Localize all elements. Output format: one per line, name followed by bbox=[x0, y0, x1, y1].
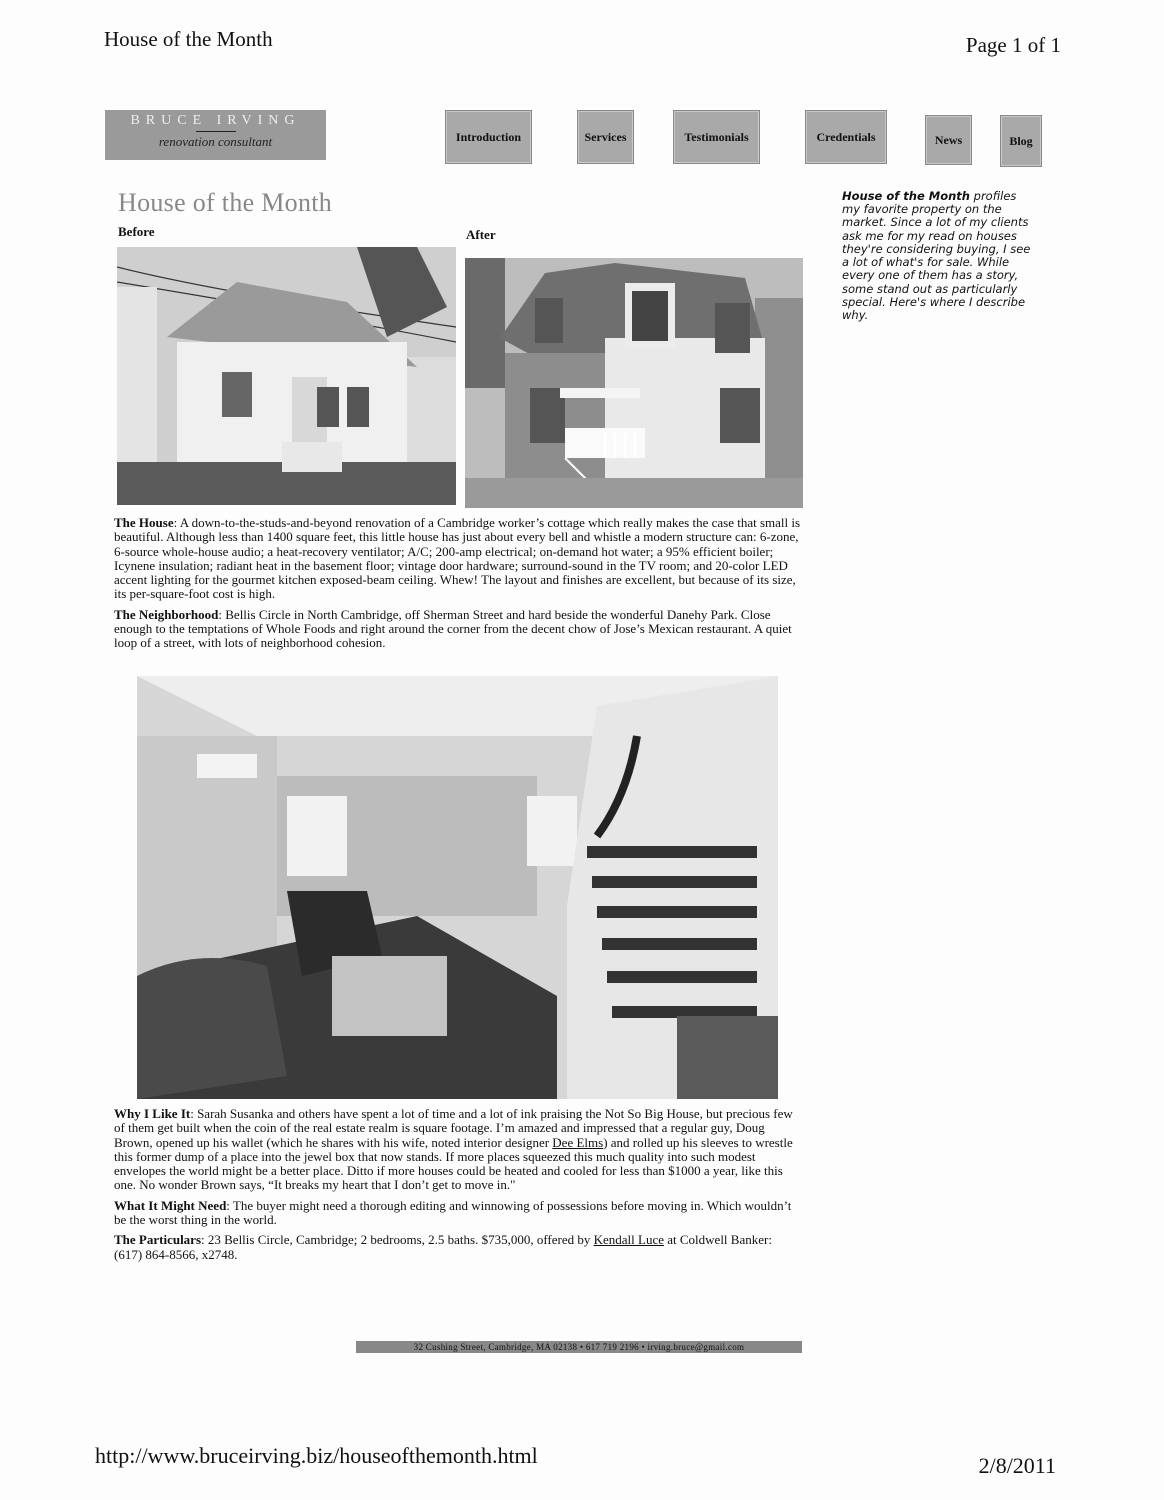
why-label: Why I Like It bbox=[114, 1106, 191, 1121]
need-label: What It Might Need bbox=[114, 1197, 227, 1213]
nav-news[interactable]: News bbox=[925, 115, 972, 165]
after-photo bbox=[465, 258, 803, 508]
sidebar-intro-text: profiles my favorite property on the market. Since a lot of my clients ask me for my read on houses they're considering buying, I see a lot of what's for sale. While every one of them has a story, some stand out as particularly special. Here's where I describe why. bbox=[842, 189, 1031, 322]
print-footer-date: 2/8/2011 bbox=[978, 1453, 1056, 1478]
neighborhood-label: The Neighborhood bbox=[114, 606, 219, 622]
house-text: : A down-to-the-studs-and-beyond renovation of a Cambridge worker’s cottage which really makes the case that small is beautiful. Although less than 1400 square feet, this little house has just about every bell and whistle a modern structure can: 6-zone, 6-source whole-house audio; a heat-recovery ventilator; A/C; 200-amp electrical; on-demand hot water; a 95% efficient boiler; Icynene insulation; radiant heat in the basement floor; vintage door hardware; surround-sound in the TV room; and 20-color LED accent lighting for the gourmet kitchen exposed-beam ceiling. Whew! The layout and finishes are excellent, but because of its size, its per-square-foot cost is high. bbox=[114, 515, 801, 602]
interior-photo bbox=[137, 676, 778, 1099]
sidebar-intro bbox=[842, 190, 1037, 322]
particulars-label: The Particulars bbox=[114, 1232, 202, 1248]
page-title: House of the Month bbox=[118, 188, 333, 217]
dee-elms-link[interactable]: Dee Elms bbox=[552, 1134, 604, 1150]
before-label: Before bbox=[118, 224, 155, 239]
nav-introduction[interactable]: Introduction bbox=[445, 110, 532, 164]
section-neighborhood bbox=[114, 608, 802, 651]
logo-divider bbox=[196, 131, 236, 132]
article-lower bbox=[114, 1107, 802, 1268]
print-header-title: House of the Month bbox=[104, 27, 273, 51]
house-label: The House bbox=[114, 515, 174, 530]
site-logo[interactable] bbox=[105, 110, 326, 160]
section-why bbox=[114, 1107, 802, 1193]
print-footer-url: http://www.bruceirving.biz/houseofthemonth.html bbox=[95, 1443, 538, 1468]
logo-name: BRUCE IRVING bbox=[130, 113, 301, 128]
nav-blog[interactable]: Blog bbox=[1000, 115, 1042, 167]
section-need bbox=[114, 1199, 802, 1228]
nav-testimonials[interactable]: Testimonials bbox=[673, 110, 760, 164]
logo-tagline: renovation consultant bbox=[158, 134, 273, 149]
nav-services[interactable]: Services bbox=[577, 110, 634, 164]
after-label: After bbox=[466, 227, 496, 242]
neighborhood-text: : Bellis Circle in North Cambridge, off Sherman Street and hard beside the wonderful Danehy Park. Close enough to the temptations of Whole Foods and right around the corner from the decent chow of Jose’s Mexican restaurant. A quiet loop of a street, with lots of neighborhood cohesion. bbox=[114, 606, 792, 651]
section-particulars bbox=[114, 1233, 802, 1262]
particulars-text-2: at Coldwell Banker: (617) 864-8566, x2748. bbox=[114, 1232, 772, 1262]
nav-credentials[interactable]: Credentials bbox=[805, 110, 887, 164]
before-photo bbox=[117, 247, 456, 505]
particulars-text-1: : 23 Bellis Circle, Cambridge; 2 bedrooms, 2.5 baths. $735,000, offered by bbox=[201, 1232, 594, 1248]
contact-bar: 32 Cushing Street, Cambridge, MA 02138 • 617 719 2196 • irving.bruce@gmail.com bbox=[356, 1341, 802, 1353]
print-header-page: Page 1 of 1 bbox=[965, 33, 1061, 57]
kendall-luce-link[interactable]: Kendall Luce bbox=[593, 1232, 664, 1248]
sidebar-intro-bold: House of the Month bbox=[842, 189, 970, 203]
need-text: : The buyer might need a thorough editing and winnowing of possessions before moving in. Which wouldn’t be the worst thing in the world. bbox=[114, 1197, 792, 1228]
why-text-1: : Sarah Susanka and others have spent a lot of time and a lot of ink praising the Not So Big House, but precious few of them get built when the coin of the real estate realm is square footage. I’m amazed and impressed that a regular guy, Doug Brown, opened up his wallet (which he shares with his wife, noted interior designer bbox=[114, 1106, 793, 1150]
section-house bbox=[114, 516, 802, 602]
why-text-2: ) and rolled up his sleeves to wrestle this former dump of a place into the jewel box that now stands. If more places squeezed this much quality into such modest envelopes the world might be a better place. Ditto if more houses could be heated and cooled for less than $1000 a year, like this one. No wonder Brown says, “It breaks my heart that I don’t get to move in." bbox=[114, 1134, 793, 1193]
article-upper bbox=[114, 516, 802, 657]
